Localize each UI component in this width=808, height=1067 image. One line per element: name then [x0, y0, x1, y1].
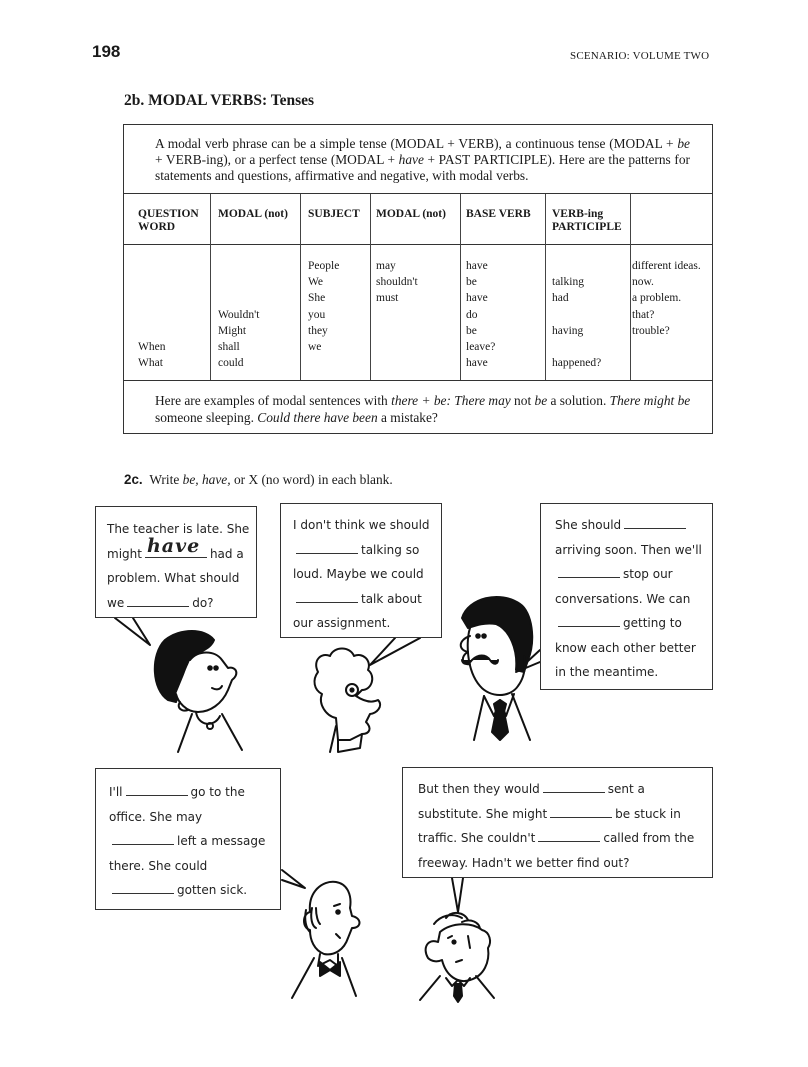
speech-bubble-curly-woman: [280, 503, 442, 638]
table-cell: that?: [632, 308, 655, 321]
bubble-text: I don't think we should: [293, 518, 430, 532]
bubble-text: talking so: [361, 542, 420, 557]
intro-italic: have: [398, 152, 424, 167]
intro-text: + PAST PARTICIPLE). Here are the patterns for statements and questions, affirmative and negative, with modal verbs.: [155, 152, 690, 183]
answer-blank[interactable]: [550, 805, 612, 818]
answer-blank[interactable]: [624, 516, 686, 529]
handwritten-answer: have: [146, 535, 201, 557]
answer-blank[interactable]: [538, 829, 600, 842]
bubble-line: [555, 587, 712, 612]
answer-blank[interactable]: [543, 780, 605, 793]
bubble-text: The teacher is late. She: [107, 522, 250, 536]
table-cell: We: [308, 276, 324, 289]
answer-blank[interactable]: [296, 541, 358, 554]
table-cell: Might: [218, 324, 247, 337]
table-cell: be: [466, 276, 477, 289]
table-header-cell: VERB-ing PARTICIPLE: [552, 208, 622, 233]
speech-bubble-mustache-man: [540, 503, 713, 690]
table-cell: She: [308, 292, 326, 305]
woman-dark-hair-illustration: [155, 631, 242, 752]
outro-italic: Could there have been: [257, 409, 378, 425]
bubble-text: getting to: [623, 616, 682, 630]
bubble-line: [293, 611, 441, 636]
running-head: SCENARIO: VOLUME TWO: [570, 50, 710, 62]
table-header-cell: MODAL (not): [376, 208, 446, 220]
bubble-text: talk about: [361, 591, 422, 606]
bubble-text: in the meantime.: [555, 665, 659, 679]
bubble-line: [555, 538, 712, 563]
table-header-cell: BASE VERB: [466, 208, 531, 220]
answer-blank[interactable]: [127, 594, 189, 607]
table-cell: may: [376, 260, 396, 272]
bald-man-with-bow-tie-illustration: [292, 882, 360, 998]
exercise-label: 2c.: [124, 472, 143, 487]
table-cell: shouldn't: [376, 276, 418, 289]
speech-bubble-bald-man: [95, 768, 281, 910]
table-cell: they: [308, 324, 328, 337]
bubble-line: [418, 777, 712, 802]
bubble-line: [293, 562, 441, 587]
bubble-line: [555, 513, 712, 538]
answer-blank[interactable]: [112, 881, 174, 894]
outro-text: not: [510, 393, 535, 408]
outro-text: a solution.: [547, 393, 610, 408]
bubble-text: But then they would: [418, 782, 540, 796]
table-cell: do: [466, 308, 478, 321]
bubble-text: sent a: [607, 782, 645, 796]
outro-italic: there + be: There may: [391, 393, 511, 408]
section-2b-title: 2b. MODAL VERBS: Tenses: [124, 92, 315, 109]
intro-italic: be: [677, 136, 690, 151]
table-cell: be: [466, 324, 477, 337]
table-cell: we: [308, 341, 322, 353]
bubble-line: [418, 851, 712, 876]
bubble-line: [107, 591, 256, 616]
bubble-line: [109, 854, 280, 879]
bubble-text: office. She may: [109, 809, 203, 824]
outro-text: Here are examples of modal sentences with: [155, 393, 392, 408]
outro-italic: be: [534, 393, 548, 408]
bubble-line: [418, 826, 712, 851]
bubble-text: left a message: [177, 834, 266, 848]
speech-bubble-boy: [402, 767, 713, 878]
table-cell: having: [552, 324, 584, 337]
bubble-text: gotten sick.: [177, 883, 248, 897]
bubble-line: [555, 636, 712, 661]
bubble-text: conversations. We can: [555, 591, 691, 606]
bubble-text: problem. What should: [107, 571, 240, 585]
table-cell: have: [466, 357, 488, 370]
answer-blank[interactable]: [145, 535, 207, 558]
table-cell: had: [552, 292, 569, 305]
table-cell: different ideas.: [632, 260, 701, 272]
bubble-text: we: [107, 595, 125, 610]
bubble-line: [109, 805, 280, 830]
intro-text: A modal verb phrase can be a simple tense (MODAL + VERB), a continuous tense (MODAL +: [155, 136, 678, 151]
instruction-italic: be, have,: [182, 472, 231, 487]
table-cell: have: [466, 260, 488, 272]
bubble-line: [107, 566, 256, 591]
bubble-line: [107, 535, 256, 567]
bubble-line: [293, 538, 441, 563]
bubble-line: [418, 802, 712, 827]
boy-with-tie-illustration: [420, 913, 494, 1002]
bubble-line: [109, 829, 280, 854]
instruction-text: Write: [149, 472, 183, 487]
table-cell: Wouldn't: [218, 308, 260, 321]
outro-italic: There might be: [609, 393, 691, 408]
table-header-cell: MODAL (not): [218, 208, 288, 220]
table-cell: leave?: [466, 341, 496, 353]
answer-blank[interactable]: [296, 590, 358, 603]
bubble-line: [555, 562, 712, 587]
bubble-line: [555, 660, 712, 685]
table-cell: trouble?: [632, 324, 670, 337]
bubble-text: might: [107, 546, 142, 561]
bubble-line: [109, 878, 280, 903]
table-cell: have: [466, 292, 488, 305]
mustached-man-with-tie-illustration: [461, 597, 532, 740]
table-cell: What: [138, 357, 163, 370]
bubble-line: [555, 611, 712, 636]
outro-text: someone sleeping.: [155, 409, 258, 425]
bubble-text: substitute. She might: [418, 806, 548, 821]
instruction-text: or X (no word) in each blank.: [230, 472, 393, 487]
bubble-line: [293, 513, 441, 538]
table-cell: happened?: [552, 357, 602, 370]
answer-blank[interactable]: [558, 565, 620, 578]
outro-text: a mistake?: [377, 409, 438, 425]
table-cell: now.: [632, 276, 654, 289]
bubble-text: our assignment.: [293, 616, 391, 630]
table-cell: talking: [552, 276, 584, 289]
bubble-text: I'll: [109, 785, 123, 799]
table-cell: could: [218, 357, 244, 370]
bubble-text: know each other better: [555, 640, 696, 655]
bubble-text: there. She could: [109, 858, 208, 873]
intro-text: + VERB-ing), or a perfect tense (MODAL +: [155, 152, 399, 167]
bubble-text: arriving soon. Then we'll: [555, 542, 702, 557]
answer-blank[interactable]: [558, 614, 620, 627]
table-header-cell: QUESTION WORD: [138, 208, 199, 233]
bubble-text: go to the: [190, 785, 245, 799]
bubble-text: called from the: [603, 831, 695, 845]
bubble-line: [109, 780, 280, 805]
table-header-cell: SUBJECT: [308, 208, 360, 220]
table-cell: you: [308, 308, 326, 321]
bubble-text: freeway. Hadn't we better find out?: [418, 855, 630, 870]
bubble-text: be stuck in: [615, 806, 681, 821]
bubble-text: had a: [209, 546, 244, 561]
answer-blank[interactable]: [126, 783, 188, 796]
bubble-text: She should: [555, 518, 622, 532]
speech-bubble-woman: [95, 506, 257, 618]
bubble-text: traffic. She couldn't: [418, 831, 536, 845]
table-cell: a problem.: [632, 292, 682, 305]
table-cell: must: [376, 292, 399, 305]
bubble-text: loud. Maybe we could: [293, 567, 424, 581]
table-cell: shall: [218, 341, 240, 353]
table-cell: When: [138, 341, 166, 353]
bubble-text: stop our: [623, 567, 673, 581]
table-cell: People: [308, 260, 340, 272]
bubble-line: [293, 587, 441, 612]
bubble-text: do?: [192, 595, 214, 610]
page-number: 198: [92, 42, 121, 61]
answer-blank[interactable]: [112, 832, 174, 845]
